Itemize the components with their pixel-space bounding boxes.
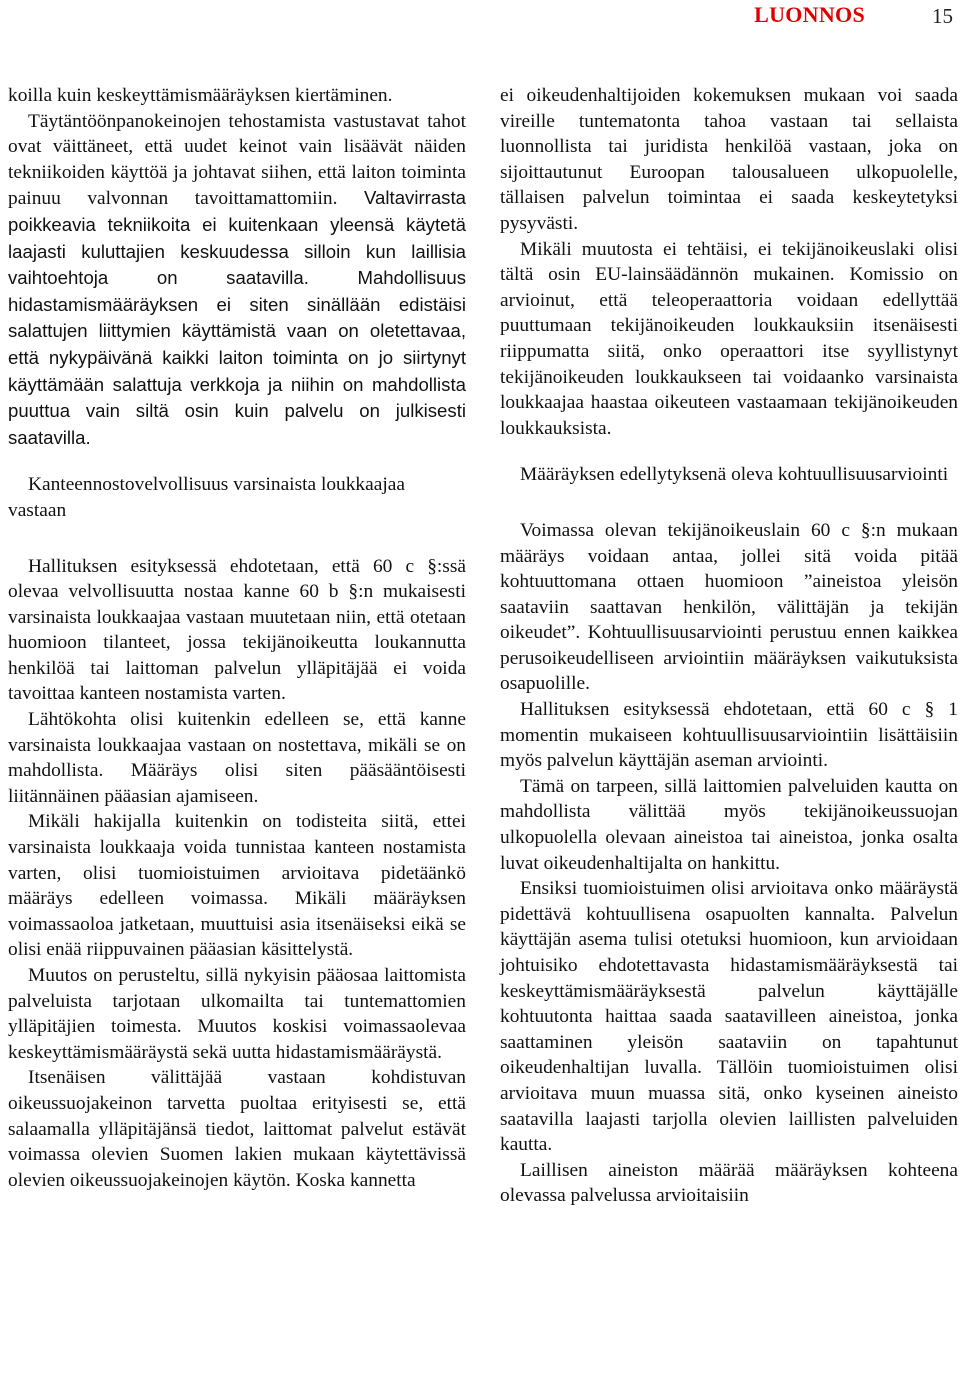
paragraph: Lähtökohta olisi kuitenkin edelleen se, että kanne varsinaista loukkaajaa vastaan on nostettava, mikäli se on mahdollista. Määräys olisi siten pääsääntöisesti liitännäinen pääasian ajamiseen. <box>8 709 466 807</box>
paragraph: ei oikeudenhaltijoiden kokemuksen mukaan voi saada vireille tuntematonta tahoa vastaan tai sellaista luonnollista tai juridista henkilöä vastaan, joka on sijoittautunut Euroopan talousalueen ulkopuolelle, tällaisen palvelun toimintaa ei saada keskeytetyksi pysyvästi. <box>500 85 958 234</box>
page-header <box>0 0 960 40</box>
paragraph: Itsenäisen välittäjää vastaan kohdistuvan oikeussuojakeinon tarvetta puoltaa erityisesti se, että salaamalla ylläpitäjänsä tiedot, laittomat palvelut estävät voimassa olevien Suomen lakien mukaan käytettävissä olevien oikeussuojakeinojen käytön. Koska kannetta <box>8 1067 466 1191</box>
paragraph: Ensiksi tuomioistuimen olisi arvioitava onko määräystä pidettävä kohtuullisena osapuolten kannalta. Palvelun käyttäjän asema tulisi otetuksi huomioon, kun arvioidaan johtuisiko ehdotettavasta hidastamismääräyksestä tai keskeyttämismääräyksestä palvelun käyttäjälle kohtuutonta haittaa saada saatavilleen aineistoa, jonka saattaminen yleisön saataviin on tapahtunut oikeudenhaltijan luvalla. Tällöin tuomioistuimen olisi arvioitava muun muassa sitä, onko kyseinen aineisto saatavilla laajasti tarjolla olevien laillisten palveluiden kautta. <box>500 878 958 1156</box>
running-head: LUONNOS <box>754 2 865 27</box>
paragraph-text-sans: Valtavirrasta poikkeavia tekniikoita ei kuitenkaan yleensä käytetä laajasti kuluttajien keskuudessa silloin kun laillisia vaihtoehtoja on saatavilla. Mahdollisuus hidastamismääräyksen ei siten sinällään edistäisi salattujen liittymien käyttämistä vaan on oletettavaa, että nykypäivänä kaikki laiton toiminta on jo siirtynyt käyttämään salattuja verkkoja ja niihin on mahdollista puuttua vain siltä osin kuin palvelu on julkisesti saatavilla. <box>8 187 466 448</box>
paragraph: Mikäli muutosta ei tehtäisi, ei tekijänoikeuslaki olisi tältä osin EU-lainsäädännön mukainen. Komissio on arvioinut, että teleoperaattoria voidaan edellyttää puuttumaan tekijänoikeuden loukkauksiin itsenäisesti riippumatta siitä, onko operaattori itse syyllistynyt tekijänoikeuden loukkaukseen tai voidaanko varsinaista loukkaajaa haastaa oikeuteen vastaamaan tekijänoikeuden loukkauksista. <box>500 238 958 439</box>
section-heading: Kanteennostovelvollisuus varsinaista loukkaajaa vastaan <box>8 474 405 521</box>
paragraph: Hallituksen esityksessä ehdotetaan, että 60 c § 1 momentin mukaiseen kohtuullisuusarviointiin lisättäisiin myös palvelun käyttäjän aseman arviointi. <box>500 699 958 772</box>
paragraph: koilla kuin keskeyttämismääräyksen kiertäminen. <box>8 85 393 106</box>
paragraph: Muutos on perusteltu, sillä nykyisin pääosaa laittomista palveluista tarjotaan ulkomailta tai tuntemattomien ylläpitäjien toimesta. Muutos koskisi voimassaolevaa keskeyttämismääräystä sekä uutta hidastamismääräystä. <box>8 965 466 1063</box>
paragraph <box>8 109 466 452</box>
right-column <box>500 83 958 1209</box>
paragraph: Tämä on tarpeen, sillä laittomien palveluiden kautta on mahdollista välittää myös tekijänoikeussuojan ulkopuolella olevaan aineistoa tai aineistoa, jonka osalta luvat oikeudenhaltijalta on hankittu. <box>500 775 958 874</box>
left-column <box>8 83 466 1193</box>
paragraph: Mikäli hakijalla kuitenkin on todisteita siitä, ettei varsinaista loukkaaja voida tunnistaa kanteen nostamista varten, olisi tuomioistuimen arvioitava pidetäänkö määräys edelleen voimassa. Mikäli määräyksen voimassaoloa jatketaan, muuttuisi asia itsenäiseksi eikä se olisi enää riippuvainen pääasian käsittelystä. <box>8 811 466 961</box>
paragraph: Voimassa olevan tekijänoikeuslain 60 c §:n mukaan määräys voidaan antaa, jollei sitä voida pitää kohtuuttomana ottaen huomioon ”aineistoa yleisön saataviin saattavan henkilön, välittäjän ja tekijän oikeudet”. Kohtuullisuusarviointi perustuu ennen kaikkea perusoikeudelliseen arviointiin määräyksen vaikutuksista osapuolille. <box>500 519 958 695</box>
section-heading: Määräyksen edellytyksenä oleva kohtuullisuusarviointi <box>520 464 949 486</box>
paragraph: Laillisen aineiston määrää määräyksen kohteena olevassa palvelussa arvioitaisiin <box>500 1159 958 1207</box>
page-number: 15 <box>932 4 953 28</box>
paragraph-text: Täytäntöönpanokeinojen tehostamista vastustavat tahot ovat väittäneet, että uudet keinot vain lisäävät näiden tekniikoiden käyttöä ja johtavat siihen, että laiton toiminta painuu valvonnan tavoittamattomiin. <box>8 110 466 210</box>
paragraph: Hallituksen esityksessä ehdotetaan, että 60 c §:ssä olevaa velvollisuutta nostaa kanne 60 b §:n mukaisesti varsinaista loukkaajaa vastaan muutetaan niin, että otetaan huomioon tilanteet, jossa tekijänoikeutta loukannutta henkilöä tai laittoman palvelun ylläpitäjää ei voida tavoittaa kanteen nostamista varten. <box>8 555 466 705</box>
